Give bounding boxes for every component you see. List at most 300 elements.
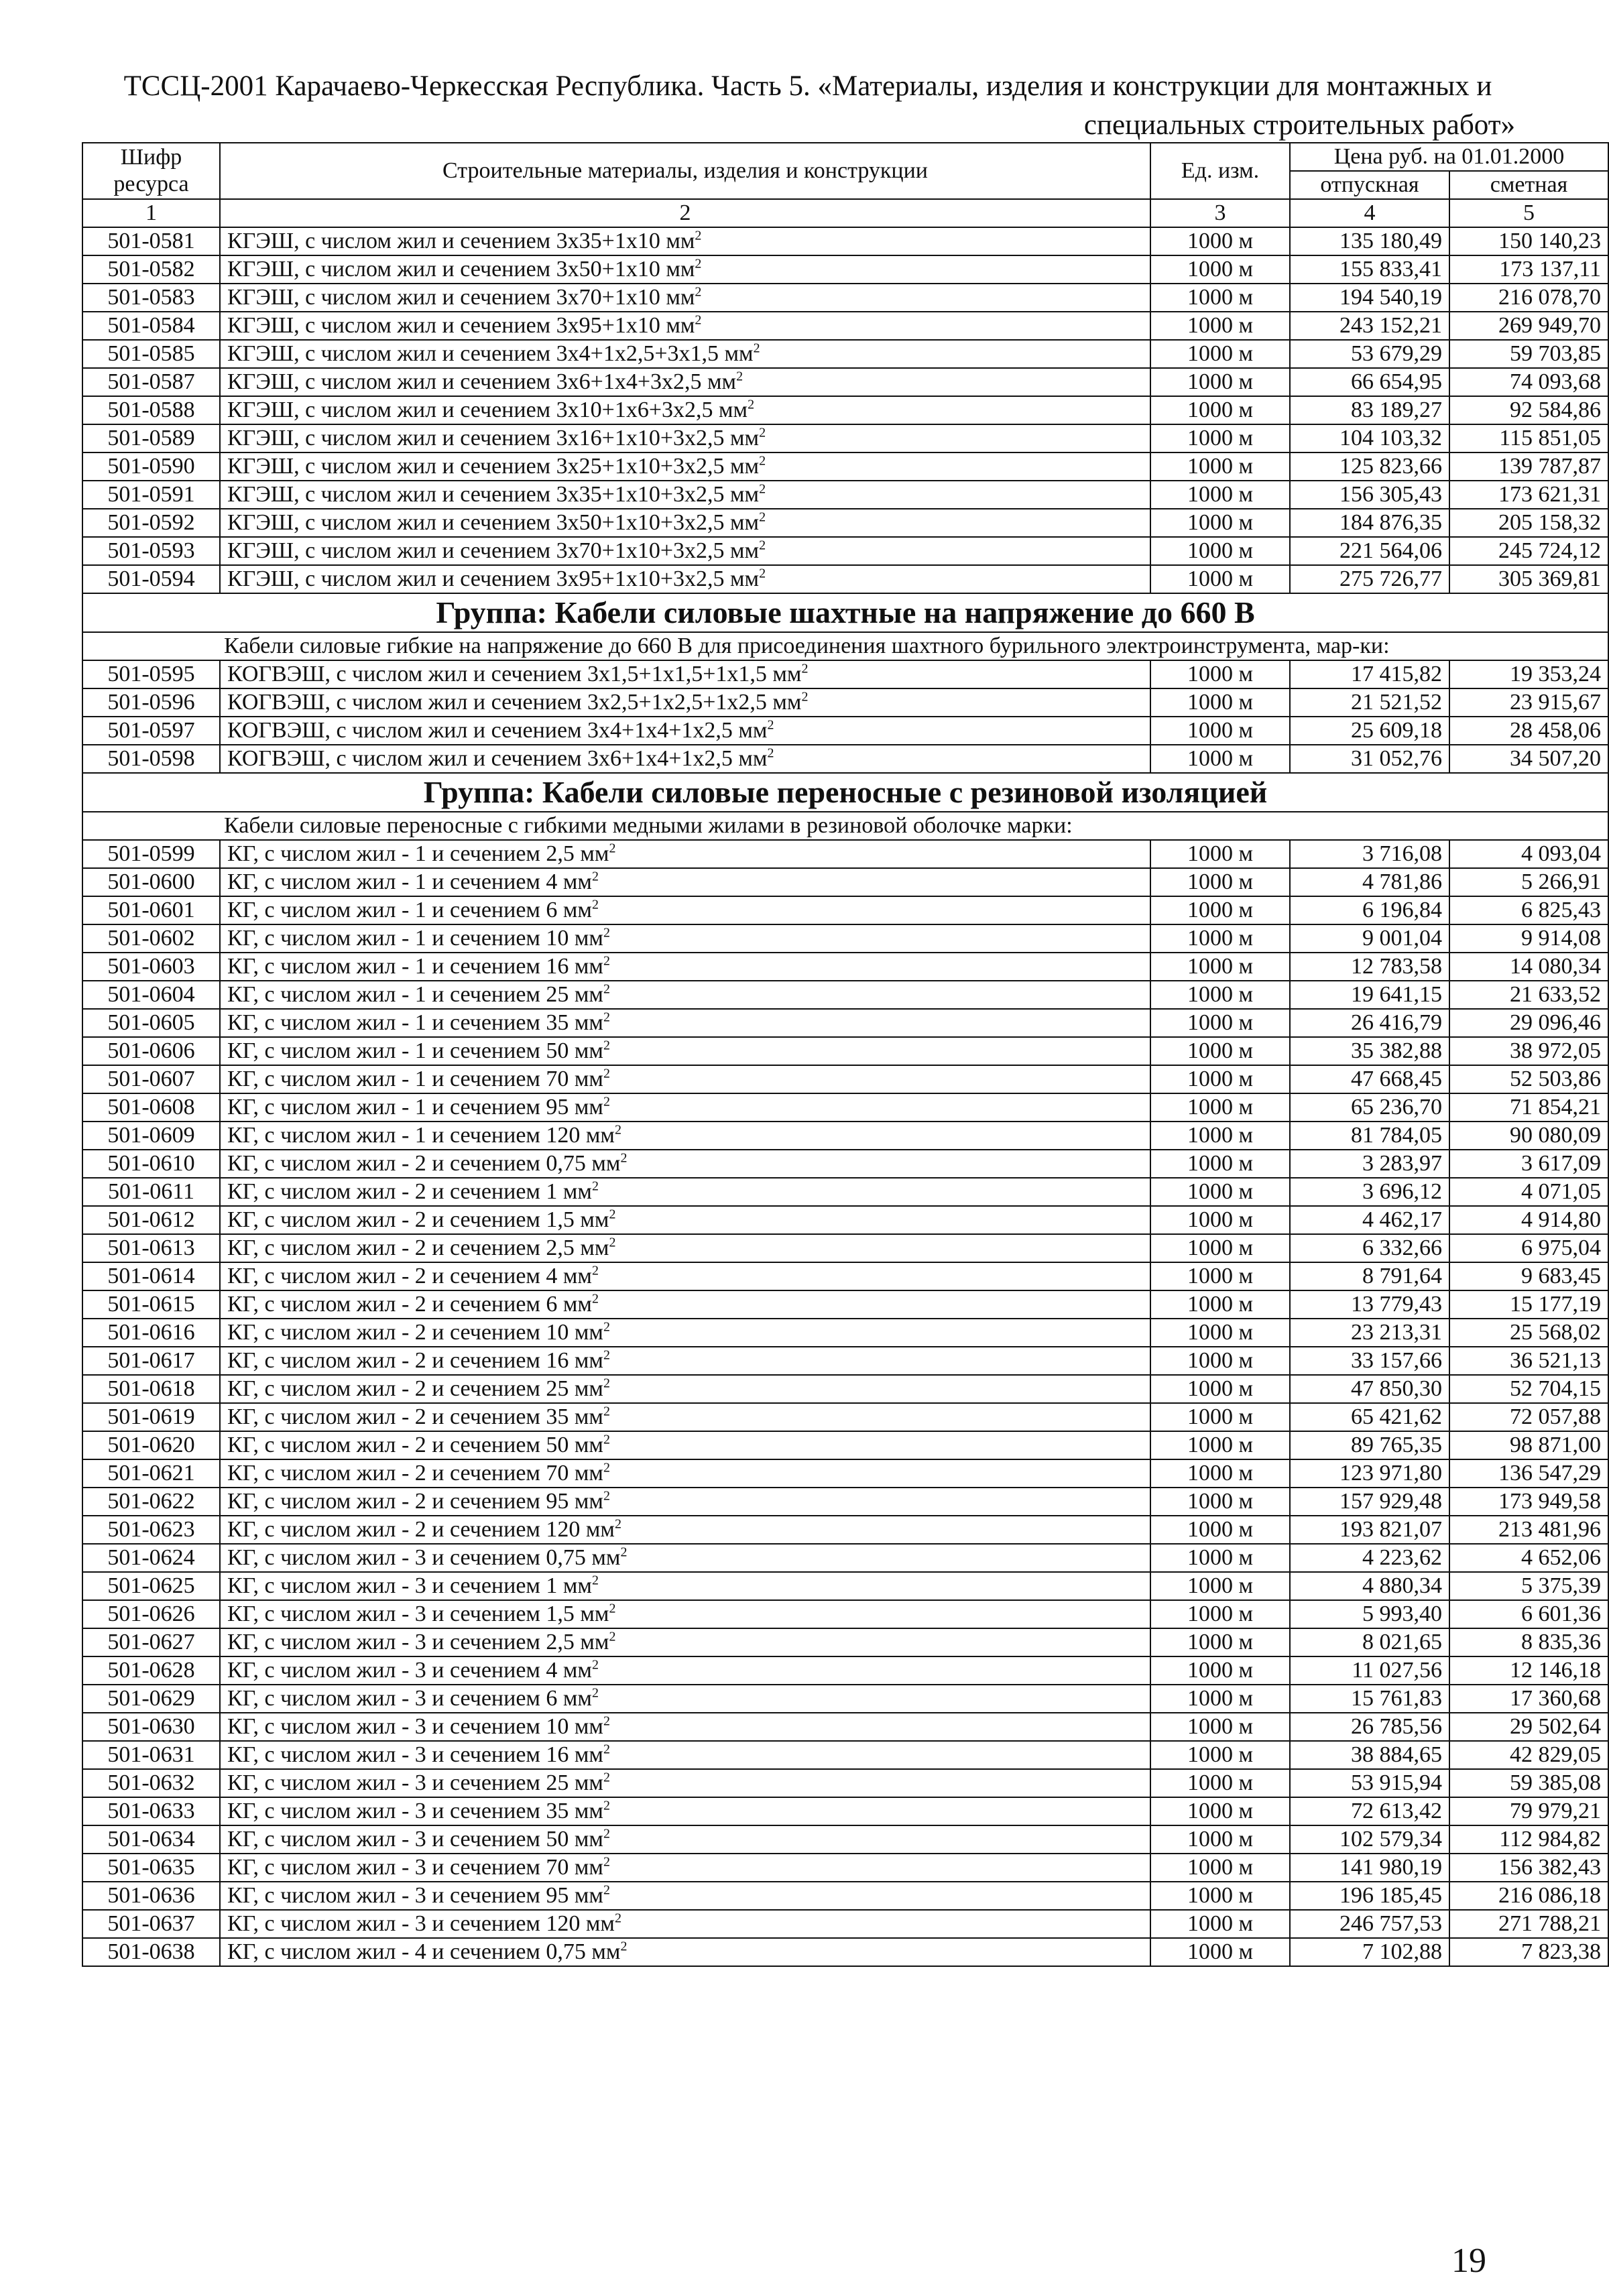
unit: 1000 м <box>1150 981 1290 1009</box>
unit: 1000 м <box>1150 1347 1290 1375</box>
material-name: КГ, с числом жил - 3 и сечением 95 мм <box>227 1883 603 1908</box>
estimate-price: 59 703,85 <box>1449 340 1608 368</box>
estimate-price: 9 683,45 <box>1449 1262 1608 1290</box>
resource-code: 501-0596 <box>82 688 220 717</box>
estimate-price: 6 975,04 <box>1449 1234 1608 1262</box>
table-row <box>82 660 1608 688</box>
material-name: КГ, с числом жил - 2 и сечением 1 мм <box>227 1179 592 1204</box>
estimate-price: 173 137,11 <box>1449 255 1608 284</box>
material-name-cell <box>220 840 1150 868</box>
square-superscript: 2 <box>609 1235 616 1250</box>
release-price: 3 716,08 <box>1290 840 1449 868</box>
unit: 1000 м <box>1150 745 1290 773</box>
resource-code: 501-0623 <box>82 1516 220 1544</box>
unit: 1000 м <box>1150 1234 1290 1262</box>
resource-code: 501-0608 <box>82 1093 220 1122</box>
material-name-cell <box>220 1685 1150 1713</box>
material-name-cell <box>220 284 1150 312</box>
release-price: 72 613,42 <box>1290 1797 1449 1825</box>
material-name-cell <box>220 1037 1150 1065</box>
estimate-price: 6 601,36 <box>1449 1600 1608 1628</box>
column-header-unit: Ед. изм. <box>1150 143 1290 199</box>
material-name: КГ, с числом жил - 3 и сечением 50 мм <box>227 1827 603 1852</box>
resource-code: 501-0614 <box>82 1262 220 1290</box>
material-name-cell <box>220 1290 1150 1319</box>
unit: 1000 м <box>1150 1403 1290 1431</box>
table-row <box>82 396 1608 424</box>
material-name: КГ, с числом жил - 3 и сечением 10 мм <box>227 1714 603 1739</box>
group-description-row <box>82 632 1608 660</box>
release-price: 141 980,19 <box>1290 1854 1449 1882</box>
square-superscript: 2 <box>759 566 766 581</box>
unit: 1000 м <box>1150 1206 1290 1234</box>
unit: 1000 м <box>1150 1009 1290 1037</box>
estimate-price: 115 851,05 <box>1449 424 1608 452</box>
material-name: КГ, с числом жил - 2 и сечением 70 мм <box>227 1461 603 1486</box>
column-header-code: Шифр ресурса <box>82 143 220 199</box>
material-name: КГЭШ, с числом жил и сечением 3х35+1х10 мм <box>227 229 695 253</box>
group-heading: Группа: Кабели силовые шахтные на напряжение до 660 В <box>82 593 1608 632</box>
material-name-cell <box>220 509 1150 537</box>
square-superscript: 2 <box>748 397 755 412</box>
table-row <box>82 868 1608 896</box>
square-superscript: 2 <box>603 1742 610 1757</box>
square-superscript: 2 <box>620 1545 628 1560</box>
resource-code: 501-0617 <box>82 1347 220 1375</box>
material-name: КГ, с числом жил - 3 и сечением 35 мм <box>227 1799 603 1823</box>
material-name: КГ, с числом жил - 2 и сечением 10 мм <box>227 1320 603 1345</box>
release-price: 123 971,80 <box>1290 1459 1449 1488</box>
release-price: 47 668,45 <box>1290 1065 1449 1093</box>
material-name-cell <box>220 1572 1150 1600</box>
unit: 1000 м <box>1150 1037 1290 1065</box>
material-name-cell <box>220 1910 1150 1938</box>
material-name-cell <box>220 452 1150 481</box>
material-name-cell <box>220 396 1150 424</box>
material-name-cell <box>220 255 1150 284</box>
resource-code: 501-0609 <box>82 1122 220 1150</box>
material-name: КГЭШ, с числом жил и сечением 3х16+1х10+3х2,5 мм <box>227 426 760 450</box>
unit: 1000 м <box>1150 1656 1290 1685</box>
material-name-cell <box>220 1459 1150 1488</box>
material-name-cell <box>220 953 1150 981</box>
material-name: КГ, с числом жил - 2 и сечением 120 мм <box>227 1517 615 1542</box>
unit: 1000 м <box>1150 1741 1290 1769</box>
unit: 1000 м <box>1150 1319 1290 1347</box>
material-name-cell <box>220 1375 1150 1403</box>
release-price: 26 416,79 <box>1290 1009 1449 1037</box>
material-name: КГ, с числом жил - 1 и сечением 70 мм <box>227 1067 603 1091</box>
square-superscript: 2 <box>759 481 766 497</box>
unit: 1000 м <box>1150 481 1290 509</box>
square-superscript: 2 <box>603 1488 610 1504</box>
table-row <box>82 745 1608 773</box>
material-name-cell <box>220 1797 1150 1825</box>
material-name: КОГВЭШ, с числом жил и сечением 3х4+1х4+1х2,5 мм <box>227 718 768 743</box>
price-table <box>82 142 1609 1967</box>
material-name: КГ, с числом жил - 3 и сечением 0,75 мм <box>227 1545 621 1570</box>
unit: 1000 м <box>1150 368 1290 396</box>
estimate-price: 9 914,08 <box>1449 924 1608 953</box>
material-name: КГ, с числом жил - 2 и сечением 25 мм <box>227 1376 603 1401</box>
unit: 1000 м <box>1150 255 1290 284</box>
resource-code: 501-0588 <box>82 396 220 424</box>
release-price: 4 880,34 <box>1290 1572 1449 1600</box>
table-row <box>82 284 1608 312</box>
resource-code: 501-0633 <box>82 1797 220 1825</box>
unit: 1000 м <box>1150 1769 1290 1797</box>
resource-code: 501-0592 <box>82 509 220 537</box>
column-number: 4 <box>1290 199 1449 227</box>
estimate-price: 19 353,24 <box>1449 660 1608 688</box>
table-row <box>82 1825 1608 1854</box>
estimate-price: 205 158,32 <box>1449 509 1608 537</box>
table-row <box>82 1741 1608 1769</box>
material-name-cell <box>220 1178 1150 1206</box>
material-name: КГ, с числом жил - 2 и сечением 50 мм <box>227 1433 603 1457</box>
material-name-cell <box>220 1319 1150 1347</box>
table-row <box>82 1403 1608 1431</box>
square-superscript: 2 <box>801 689 809 705</box>
square-superscript: 2 <box>603 1713 610 1729</box>
resource-code: 501-0616 <box>82 1319 220 1347</box>
estimate-price: 112 984,82 <box>1449 1825 1608 1854</box>
release-price: 11 027,56 <box>1290 1656 1449 1685</box>
release-price: 53 915,94 <box>1290 1769 1449 1797</box>
square-superscript: 2 <box>767 717 774 733</box>
table-row <box>82 840 1608 868</box>
estimate-price: 79 979,21 <box>1449 1797 1608 1825</box>
unit: 1000 м <box>1150 1628 1290 1656</box>
unit: 1000 м <box>1150 284 1290 312</box>
material-name: КГ, с числом жил - 1 и сечением 50 мм <box>227 1038 603 1063</box>
header-line-1: ТССЦ-2001 Карачаево-Черкесская Республика. Часть 5. «Материалы, изделия и конструкции для монтажных и <box>123 70 1492 102</box>
unit: 1000 м <box>1150 1882 1290 1910</box>
material-name-cell <box>220 1713 1150 1741</box>
release-price: 193 821,07 <box>1290 1516 1449 1544</box>
release-price: 6 332,66 <box>1290 1234 1449 1262</box>
group-description-row <box>82 812 1608 840</box>
material-name-cell <box>220 1488 1150 1516</box>
material-name-cell <box>220 688 1150 717</box>
release-price: 5 993,40 <box>1290 1600 1449 1628</box>
material-name: КГ, с числом жил - 2 и сечением 1,5 мм <box>227 1207 609 1232</box>
unit: 1000 м <box>1150 1178 1290 1206</box>
material-name-cell <box>220 924 1150 953</box>
resource-code: 501-0620 <box>82 1431 220 1459</box>
estimate-price: 38 972,05 <box>1449 1037 1608 1065</box>
table-row <box>82 1797 1608 1825</box>
square-superscript: 2 <box>603 1882 610 1898</box>
estimate-price: 74 093,68 <box>1449 368 1608 396</box>
table-row <box>82 1290 1608 1319</box>
release-price: 53 679,29 <box>1290 340 1449 368</box>
table-row <box>82 981 1608 1009</box>
table-row <box>82 565 1608 593</box>
unit: 1000 м <box>1150 660 1290 688</box>
estimate-price: 156 382,43 <box>1449 1854 1608 1882</box>
material-name-cell <box>220 1431 1150 1459</box>
release-price: 4 462,17 <box>1290 1206 1449 1234</box>
table-row <box>82 1150 1608 1178</box>
estimate-price: 269 949,70 <box>1449 312 1608 340</box>
release-price: 8 021,65 <box>1290 1628 1449 1656</box>
release-price: 275 726,77 <box>1290 565 1449 593</box>
estimate-price: 72 057,88 <box>1449 1403 1608 1431</box>
release-price: 157 929,48 <box>1290 1488 1449 1516</box>
resource-code: 501-0604 <box>82 981 220 1009</box>
square-superscript: 2 <box>695 312 702 328</box>
estimate-price: 21 633,52 <box>1449 981 1608 1009</box>
unit: 1000 м <box>1150 1431 1290 1459</box>
table-row <box>82 340 1608 368</box>
estimate-price: 139 787,87 <box>1449 452 1608 481</box>
release-price: 23 213,31 <box>1290 1319 1449 1347</box>
release-price: 65 236,70 <box>1290 1093 1449 1122</box>
estimate-price: 4 914,80 <box>1449 1206 1608 1234</box>
estimate-price: 136 547,29 <box>1449 1459 1608 1488</box>
square-superscript: 2 <box>603 1770 610 1785</box>
unit: 1000 м <box>1150 396 1290 424</box>
table-row <box>82 481 1608 509</box>
estimate-price: 25 568,02 <box>1449 1319 1608 1347</box>
release-price: 47 850,30 <box>1290 1375 1449 1403</box>
release-price: 184 876,35 <box>1290 509 1449 537</box>
unit: 1000 м <box>1150 312 1290 340</box>
square-superscript: 2 <box>620 1939 628 1954</box>
material-name: КГЭШ, с числом жил и сечением 3х50+1х10+3х2,5 мм <box>227 510 760 535</box>
unit: 1000 м <box>1150 1093 1290 1122</box>
material-name: КГ, с числом жил - 4 и сечением 0,75 мм <box>227 1939 621 1964</box>
table-row <box>82 1713 1608 1741</box>
release-price: 104 103,32 <box>1290 424 1449 452</box>
square-superscript: 2 <box>620 1150 628 1166</box>
unit: 1000 м <box>1150 1290 1290 1319</box>
table-row <box>82 1122 1608 1150</box>
square-superscript: 2 <box>603 1460 610 1475</box>
material-name: КОГВЭШ, с числом жил и сечением 3х2,5+1х2,5+1х2,5 мм <box>227 690 802 715</box>
unit: 1000 м <box>1150 1065 1290 1093</box>
unit: 1000 м <box>1150 1544 1290 1572</box>
square-superscript: 2 <box>759 453 766 469</box>
square-superscript: 2 <box>736 369 743 384</box>
resource-code: 501-0597 <box>82 717 220 745</box>
material-name: КГ, с числом жил - 1 и сечением 120 мм <box>227 1123 615 1148</box>
material-name: КГ, с числом жил - 3 и сечением 25 мм <box>227 1770 603 1795</box>
material-name-cell <box>220 565 1150 593</box>
material-name: КГ, с числом жил - 1 и сечением 25 мм <box>227 982 603 1007</box>
table-row <box>82 1488 1608 1516</box>
unit: 1000 м <box>1150 1825 1290 1854</box>
estimate-price: 71 854,21 <box>1449 1093 1608 1122</box>
unit: 1000 м <box>1150 1516 1290 1544</box>
material-name: КГ, с числом жил - 3 и сечением 4 мм <box>227 1658 592 1683</box>
material-name-cell <box>220 1234 1150 1262</box>
resource-code: 501-0583 <box>82 284 220 312</box>
material-name: КГ, с числом жил - 3 и сечением 120 мм <box>227 1911 615 1936</box>
square-superscript: 2 <box>591 1291 599 1307</box>
resource-code: 501-0615 <box>82 1290 220 1319</box>
material-name: КГЭШ, с числом жил и сечением 3х70+1х10+3х2,5 мм <box>227 538 760 563</box>
material-name: КГ, с числом жил - 2 и сечением 35 мм <box>227 1404 603 1429</box>
material-name-cell <box>220 1347 1150 1375</box>
material-name: КГ, с числом жил - 3 и сечением 6 мм <box>227 1686 592 1711</box>
release-price: 6 196,84 <box>1290 896 1449 924</box>
square-superscript: 2 <box>609 1601 616 1616</box>
resource-code: 501-0635 <box>82 1854 220 1882</box>
resource-code: 501-0624 <box>82 1544 220 1572</box>
estimate-price: 5 266,91 <box>1449 868 1608 896</box>
estimate-price: 36 521,13 <box>1449 1347 1608 1375</box>
unit: 1000 м <box>1150 1685 1290 1713</box>
table-row <box>82 1544 1608 1572</box>
unit: 1000 м <box>1150 452 1290 481</box>
square-superscript: 2 <box>609 1207 616 1222</box>
estimate-price: 52 503,86 <box>1449 1065 1608 1093</box>
unit: 1000 м <box>1150 424 1290 452</box>
table-row <box>82 1065 1608 1093</box>
resource-code: 501-0631 <box>82 1741 220 1769</box>
table-row <box>82 1347 1608 1375</box>
material-name-cell <box>220 745 1150 773</box>
estimate-price: 17 360,68 <box>1449 1685 1608 1713</box>
resource-code: 501-0618 <box>82 1375 220 1403</box>
table-row <box>82 924 1608 953</box>
column-number: 5 <box>1449 199 1608 227</box>
estimate-price: 4 652,06 <box>1449 1544 1608 1572</box>
resource-code: 501-0585 <box>82 340 220 368</box>
material-name: КГ, с числом жил - 3 и сечением 16 мм <box>227 1742 603 1767</box>
material-name: КГ, с числом жил - 1 и сечением 16 мм <box>227 954 603 979</box>
unit: 1000 м <box>1150 1459 1290 1488</box>
square-superscript: 2 <box>603 1010 610 1025</box>
material-name-cell <box>220 1122 1150 1150</box>
column-header-release-price: отпускная <box>1290 171 1449 199</box>
unit: 1000 м <box>1150 896 1290 924</box>
release-price: 65 421,62 <box>1290 1403 1449 1431</box>
material-name: КГЭШ, с числом жил и сечением 3х95+1х10+3х2,5 мм <box>227 566 760 591</box>
square-superscript: 2 <box>603 1347 610 1363</box>
table-row <box>82 1910 1608 1938</box>
estimate-price: 6 825,43 <box>1449 896 1608 924</box>
material-name-cell <box>220 340 1150 368</box>
resource-code: 501-0627 <box>82 1628 220 1656</box>
unit: 1000 м <box>1150 717 1290 745</box>
unit: 1000 м <box>1150 688 1290 717</box>
release-price: 8 791,64 <box>1290 1262 1449 1290</box>
square-superscript: 2 <box>603 925 610 941</box>
square-superscript: 2 <box>603 981 610 997</box>
column-header-price: Цена руб. на 01.01.2000 <box>1290 143 1608 171</box>
square-superscript: 2 <box>753 341 760 356</box>
resource-code: 501-0593 <box>82 537 220 565</box>
estimate-price: 42 829,05 <box>1449 1741 1608 1769</box>
square-superscript: 2 <box>591 1179 599 1194</box>
group-description: Кабели силовые гибкие на напряжение до 660 В для присоединения шахтного бурильного электроинструмента, мар-ки: <box>82 632 1608 660</box>
unit: 1000 м <box>1150 340 1290 368</box>
resource-code: 501-0619 <box>82 1403 220 1431</box>
table-row <box>82 896 1608 924</box>
table-row <box>82 1319 1608 1347</box>
estimate-price: 216 078,70 <box>1449 284 1608 312</box>
table-row <box>82 537 1608 565</box>
resource-code: 501-0632 <box>82 1769 220 1797</box>
unit: 1000 м <box>1150 840 1290 868</box>
table-row <box>82 312 1608 340</box>
material-name-cell <box>220 1093 1150 1122</box>
release-price: 35 382,88 <box>1290 1037 1449 1065</box>
material-name: КГ, с числом жил - 1 и сечением 2,5 мм <box>227 841 609 866</box>
table-row <box>82 1178 1608 1206</box>
estimate-price: 34 507,20 <box>1449 745 1608 773</box>
material-name: КГ, с числом жил - 2 и сечением 95 мм <box>227 1489 603 1514</box>
material-name: КГ, с числом жил - 3 и сечением 70 мм <box>227 1855 603 1880</box>
release-price: 26 785,56 <box>1290 1713 1449 1741</box>
material-name: КОГВЭШ, с числом жил и сечением 3х6+1х4+1х2,5 мм <box>227 746 768 771</box>
unit: 1000 м <box>1150 1713 1290 1741</box>
release-price: 125 823,66 <box>1290 452 1449 481</box>
unit: 1000 м <box>1150 953 1290 981</box>
release-price: 66 654,95 <box>1290 368 1449 396</box>
square-superscript: 2 <box>603 1854 610 1870</box>
material-name: КГЭШ, с числом жил и сечением 3х50+1х10 мм <box>227 257 695 282</box>
column-header-estimate-price: сметная <box>1449 171 1608 199</box>
resource-code: 501-0610 <box>82 1150 220 1178</box>
estimate-price: 59 385,08 <box>1449 1769 1608 1797</box>
square-superscript: 2 <box>614 1516 621 1532</box>
column-header-name: Строительные материалы, изделия и конструкции <box>220 143 1150 199</box>
table-row <box>82 227 1608 255</box>
table-row <box>82 1375 1608 1403</box>
table-row <box>82 424 1608 452</box>
release-price: 196 185,45 <box>1290 1882 1449 1910</box>
estimate-price: 173 949,58 <box>1449 1488 1608 1516</box>
square-superscript: 2 <box>603 1038 610 1053</box>
unit: 1000 м <box>1150 1122 1290 1150</box>
material-name-cell <box>220 1150 1150 1178</box>
material-name: КГ, с числом жил - 1 и сечением 95 мм <box>227 1095 603 1120</box>
square-superscript: 2 <box>591 1657 599 1673</box>
material-name-cell <box>220 1065 1150 1093</box>
material-name-cell <box>220 1938 1150 1966</box>
material-name-cell <box>220 481 1150 509</box>
square-superscript: 2 <box>603 953 610 969</box>
release-price: 17 415,82 <box>1290 660 1449 688</box>
resource-code: 501-0603 <box>82 953 220 981</box>
release-price: 102 579,34 <box>1290 1825 1449 1854</box>
resource-code: 501-0612 <box>82 1206 220 1234</box>
resource-code: 501-0587 <box>82 368 220 396</box>
resource-code: 501-0591 <box>82 481 220 509</box>
release-price: 13 779,43 <box>1290 1290 1449 1319</box>
material-name-cell <box>220 1882 1150 1910</box>
material-name: КГ, с числом жил - 2 и сечением 6 мм <box>227 1292 592 1317</box>
release-price: 3 283,97 <box>1290 1150 1449 1178</box>
material-name-cell <box>220 1741 1150 1769</box>
unit: 1000 м <box>1150 1572 1290 1600</box>
group-heading-row <box>82 773 1608 812</box>
unit: 1000 м <box>1150 868 1290 896</box>
square-superscript: 2 <box>603 1404 610 1419</box>
table-row <box>82 1769 1608 1797</box>
table-body <box>82 227 1608 1966</box>
material-name: КГЭШ, с числом жил и сечением 3х70+1х10 мм <box>227 285 695 310</box>
table-row <box>82 1600 1608 1628</box>
material-name-cell <box>220 537 1150 565</box>
estimate-price: 29 502,64 <box>1449 1713 1608 1741</box>
table-row <box>82 688 1608 717</box>
release-price: 81 784,05 <box>1290 1122 1449 1150</box>
